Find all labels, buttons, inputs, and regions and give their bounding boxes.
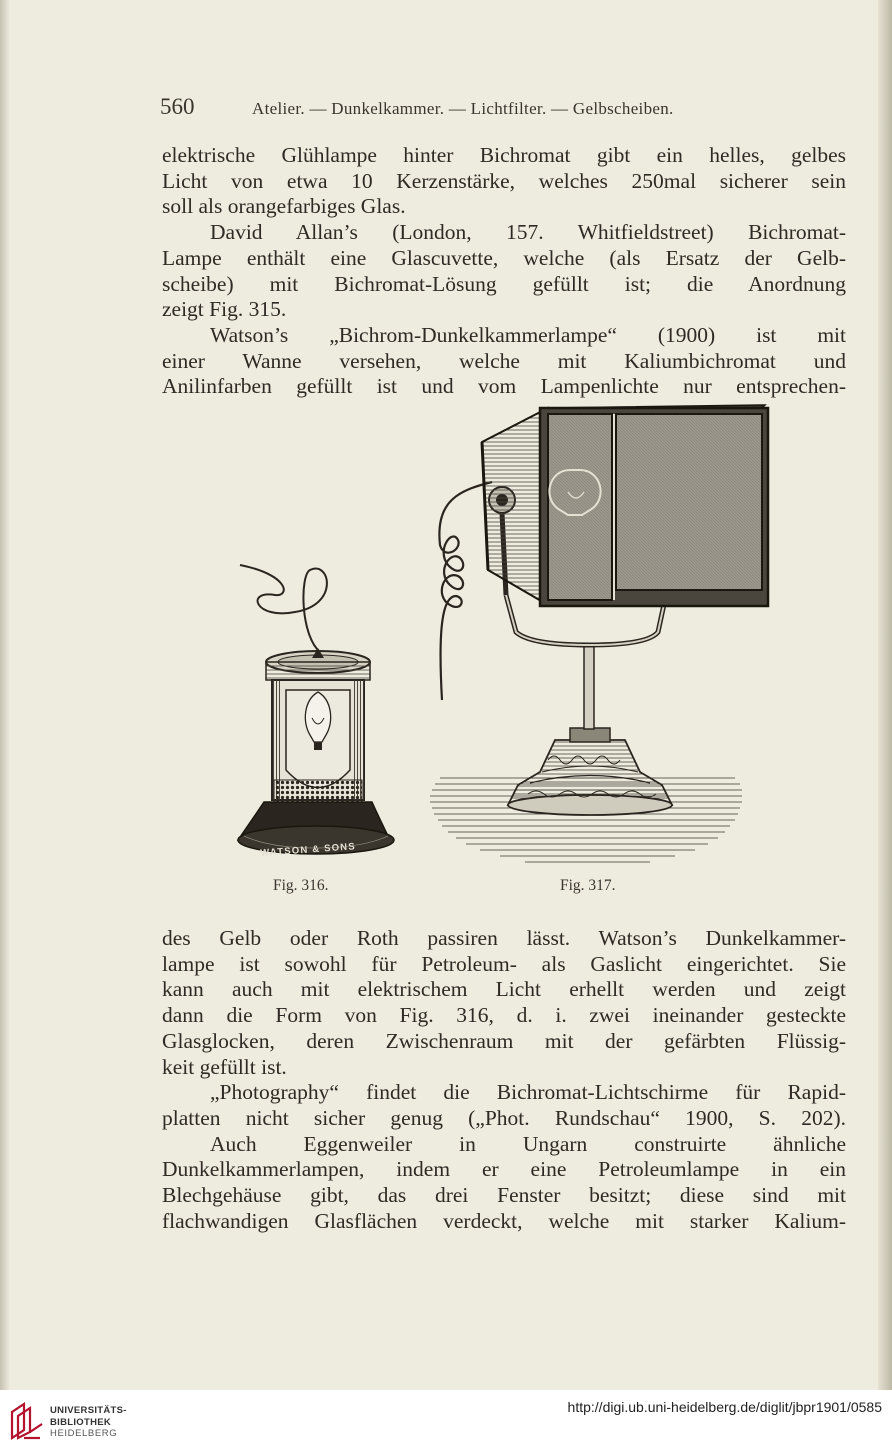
fig-316-lamp [238,565,394,859]
library-logo[interactable] [10,1402,160,1446]
viewer-footer [0,1390,892,1454]
text-line: David Allan’s (London, 157. Whitfieldstreet) Bichromat- [210,220,846,245]
text-line: Glasglocken, deren Zwischenraum mit der gefärbten Flüssig- [162,1028,846,1053]
library-logo-icon [10,1402,44,1440]
text-line: „Photography“ findet die Bichromat-Lichtschirme für Rapid- [210,1080,846,1105]
lamp-base-inscription: WATSON & SONS [259,841,357,859]
text-line: soll als orangefarbiges Glas. [162,194,406,219]
lamps-engraving [230,400,775,875]
text-line: dann die Form von Fig. 316, d. i. zwei ineinander gesteckte [162,1003,846,1028]
library-name [50,1405,127,1440]
text-line: keit gefüllt ist. [162,1054,287,1079]
text-line: kann auch mit elektrischem Licht erhellt werden und zeigt [162,977,846,1002]
text-line: lampe ist sowohl für Petroleum- als Gaslicht eingerichtet. Sie [162,951,846,976]
text-line: elektrische Glühlampe hinter Bichromat gibt ein helles, gelbes [162,143,846,167]
text-block-after-figure [162,926,846,1234]
text-line: Anilinfarben gefüllt ist und vom Lampenlichte nur entsprechen- [162,374,846,399]
source-url-link[interactable]: http://digi.ub.uni-heidelberg.de/diglit/jbpr1901/0585 [567,1399,882,1415]
text-line: Blechgehäuse gibt, das drei Fenster besitzt; diese sind mit [162,1183,846,1208]
figure-caption-316: Fig. 316. [273,877,329,894]
figure-lamps-illustration [230,400,775,875]
text-line: platten nicht sicher genug („Phot. Rundschau“ 1900, S. 202). [162,1105,846,1130]
text-line: einer Wanne versehen, welche mit Kaliumbichromat und [162,348,846,373]
library-name-line3: HEIDELBERG [50,1428,118,1439]
fig-317-lamp [430,405,768,862]
text-line: Lampe enthält eine Glascuvette, welche (als Ersatz der Gelb- [162,245,846,270]
text-block-before-figure [162,143,846,400]
figure-caption-317: Fig. 317. [560,877,616,894]
library-name-line1: UNIVERSITÄTS- [50,1405,127,1416]
text-line: scheibe) mit Bichromat-Lösung gefüllt ist; die Anordnung [162,271,846,296]
text-line: flachwandigen Glasflächen verdeckt, welche mit starker Kalium- [162,1208,846,1233]
text-line: Auch Eggenweiler in Ungarn construirte ähnliche [210,1131,846,1156]
library-name-line2: BIBLIOTHEK [50,1416,112,1428]
running-head [160,96,770,124]
running-head-title: Atelier. — Dunkelkammer. — Lichtfilter. — Gelbscheiben. [252,99,674,118]
text-line: des Gelb oder Roth passiren lässt. Watson’s Dunkelkammer- [162,926,846,950]
text-line: Dunkelkammerlampen, indem er eine Petroleumlampe in ein [162,1157,846,1182]
text-line: zeigt Fig. 315. [162,297,287,322]
text-line: Watson’s „Bichrom-Dunkelkammerlampe“ (1900) ist mit [210,322,846,347]
page-number: 560 [160,94,195,119]
text-line: Licht von etwa 10 Kerzenstärke, welches 250mal sicherer sein [162,168,846,193]
